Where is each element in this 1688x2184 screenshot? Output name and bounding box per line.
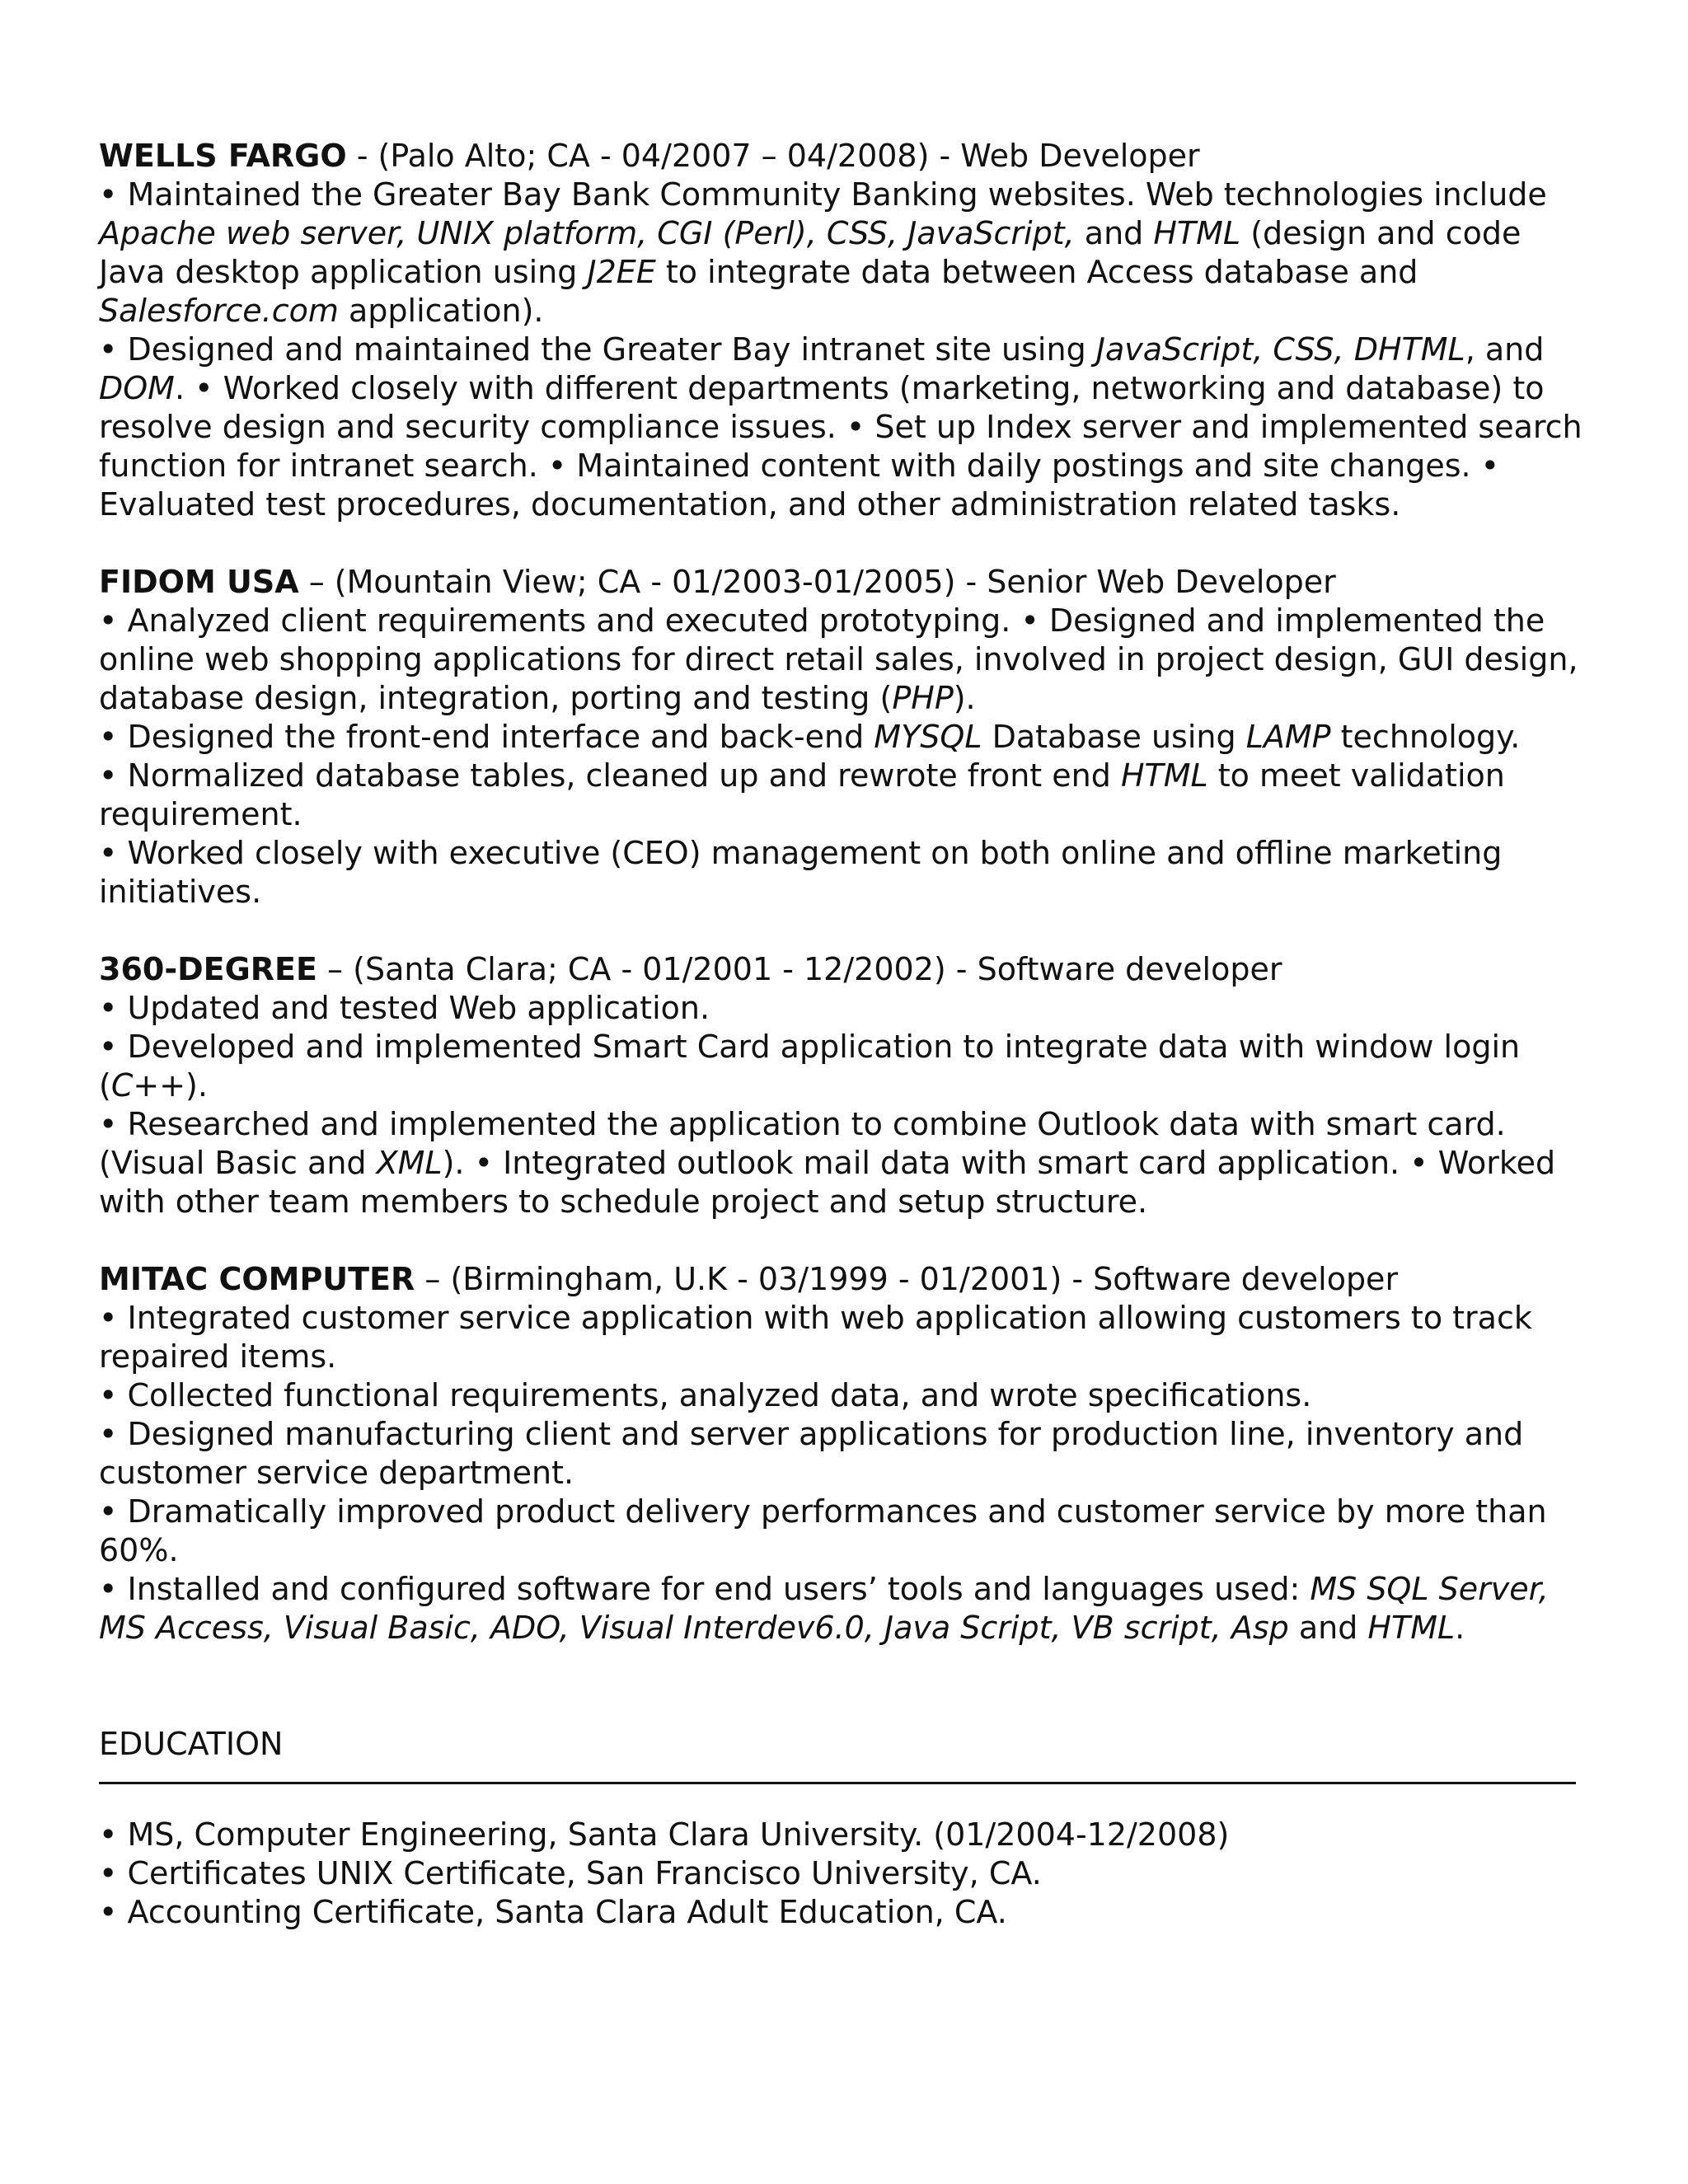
company-name: FIDOM USA [99, 564, 299, 600]
italic-term: Salesforce.com [99, 293, 339, 329]
text-run: • Dramatically improved product delivery performances and customer service by more than 60%. [99, 1493, 1547, 1568]
text-run: (design and code Java desktop application using [99, 215, 1522, 290]
text-run: • Designed the front-end interface and back-end [99, 719, 874, 755]
education-heading: EDUCATION [99, 1726, 284, 1762]
italic-term: LAMP [1245, 719, 1331, 755]
job-entry-wells-fargo [99, 137, 1591, 524]
text-run: • Designed and maintained the Greater Bay intranet site using [99, 331, 1096, 368]
company-name: 360-DEGREE [99, 951, 317, 987]
job-description [99, 1299, 1591, 1647]
text-run: • Maintained the Greater Bay Bank Community Banking websites. Web technologies include [99, 176, 1547, 213]
italic-term: DOM [99, 370, 175, 406]
job-description [99, 602, 1591, 912]
company-name: WELLS FARGO [99, 138, 347, 174]
text-run: • Developed and implemented Smart Card application to integrate data with window login ( [99, 1029, 1521, 1104]
text-run: • Analyzed client requirements and executed prototyping. • Designed and implemented the online web shopping applications for direct retail sales, involved in project design, GUI design, database design, integration, porting and testing ( [99, 602, 1578, 716]
text-run: , and [1465, 331, 1545, 368]
job-details: – (Santa Clara; CA - 01/2001 - 12/2002) - Software developer [316, 951, 1282, 987]
text-run: • Updated and tested Web application. [99, 990, 710, 1026]
job-header [99, 1260, 1591, 1299]
job-details: – (Mountain View; CA - 01/2003-01/2005) - Senior Web Developer [298, 564, 1336, 600]
job-description [99, 176, 1591, 524]
italic-term: MS SQL Server, MS Access, Visual Basic, ADO, Visual Interdev6.0, Java Script, VB script, Asp [99, 1571, 1549, 1646]
text-run: . • Worked closely with different departments (marketing, networking and database) to resolve design and security compliance issues. • Set up Index server and implemented search function for intranet search. • Maintained content with daily postings and site changes. • Evaluated test procedures, documentation, and other administration related tasks. [99, 370, 1582, 523]
education-item: • MS, Computer Engineering, Santa Clara University. (01/2004-12/2008) [99, 1816, 1230, 1853]
job-description [99, 989, 1591, 1221]
job-entry-mitac-computer [99, 1260, 1591, 1647]
text-run: and [1074, 215, 1154, 251]
text-run: • Installed and configured software for end users’ tools and languages used: [99, 1571, 1311, 1607]
text-run: to integrate data between Access database and [655, 254, 1418, 290]
italic-term: PHP [892, 680, 954, 716]
job-header [99, 137, 1591, 176]
italic-term: HTML [1153, 215, 1241, 251]
text-run: ). [953, 680, 976, 716]
job-header [99, 950, 1591, 989]
text-run: • Worked closely with executive (CEO) management on both online and offline marketing initiatives. [99, 835, 1503, 910]
education-list [99, 1816, 1591, 1932]
text-run: Database using [982, 719, 1246, 755]
text-run: . [1455, 1610, 1465, 1646]
company-name: MITAC COMPUTER [99, 1261, 415, 1297]
job-header [99, 563, 1591, 602]
italic-term: MYSQL [874, 719, 982, 755]
text-run: • Normalized database tables, cleaned up and rewrote front end [99, 757, 1121, 794]
job-details: - (Palo Alto; CA - 04/2007 – 04/2008) - Web Developer [346, 138, 1200, 174]
italic-term: Apache web server, UNIX platform, CGI (Perl), CSS, JavaScript, [99, 215, 1075, 251]
text-run: ). [185, 1067, 208, 1104]
text-run: • Integrated customer service application with web application allowing customers to track repaired items. [99, 1300, 1532, 1375]
text-run: ). • Integrated outlook mail data with smart card application. • Worked with other team members to schedule project and setup structure. [99, 1145, 1556, 1220]
italic-term: XML [376, 1145, 443, 1181]
job-entry-fidom-usa [99, 563, 1591, 912]
text-run: application). [338, 293, 544, 329]
text-run: and [1288, 1610, 1368, 1646]
italic-term: C++ [110, 1067, 186, 1104]
education-item: • Certificates UNIX Certificate, San Francisco University, CA. [99, 1855, 1042, 1891]
italic-term: J2EE [587, 254, 656, 290]
italic-term: HTML [1367, 1610, 1456, 1646]
resume-page [99, 137, 1591, 1932]
text-run: to meet validation requirement. [99, 757, 1505, 832]
text-run: • Collected functional requirements, analyzed data, and wrote specifications. [99, 1377, 1312, 1413]
text-run: technology. [1330, 719, 1521, 755]
job-entry-360-degree [99, 950, 1591, 1221]
italic-term: HTML [1120, 757, 1208, 794]
education-item: • Accounting Certificate, Santa Clara Adult Education, CA. [99, 1894, 1007, 1930]
job-details: – (Birmingham, U.K - 03/1999 - 01/2001) - Software developer [415, 1261, 1399, 1297]
text-run: • Designed manufacturing client and server applications for production line, inventory and customer service department. [99, 1416, 1524, 1491]
education-divider [99, 1782, 1576, 1784]
text-run: • Researched and implemented the application to combine Outlook data with smart card. (Visual Basic and [99, 1106, 1506, 1181]
italic-term: JavaScript, CSS, DHTML [1095, 331, 1465, 368]
